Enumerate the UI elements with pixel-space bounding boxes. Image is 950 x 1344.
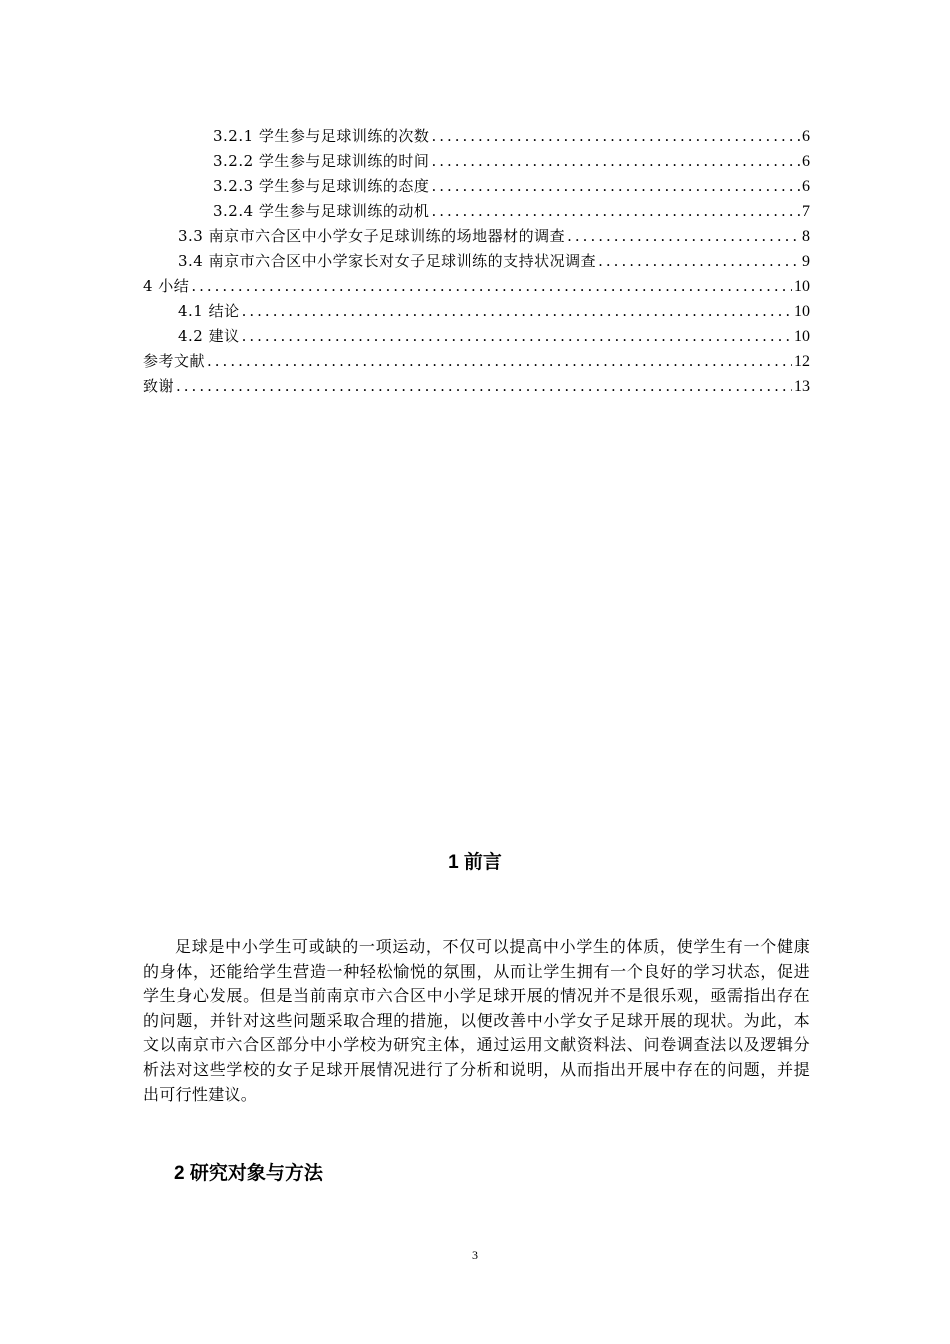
toc-entry — [143, 274, 810, 299]
toc-entry-title: 4.2 建议 — [178, 327, 240, 345]
toc-entry — [143, 174, 810, 199]
introduction-paragraph: 足球是中小学生可或缺的一项运动，不仅可以提高中小学生的体质，使学生有一个健康的身体，还能给学生营造一种轻松愉悦的氛围，从而让学生拥有一个良好的学习状态，促进学生身心发展。但是当前南京市六合区中小学足球开展的情况并不是很乐观，亟需指出存在的问题，并针对这些问题采取合理的措施，以便改善中小学女子足球开展的现状。为此，本文以南京市六合区部分中小学校为研究主体，通过运用文献资料法、问卷调查法以及逻辑分析法对这些学校的女子足球开展情况进行了分析和说明，从而指出开展中存在的问题，并提出可行性建议。 — [143, 937, 810, 1104]
table-of-contents — [143, 124, 810, 399]
toc-dot-leader — [431, 199, 800, 224]
toc-dot-leader — [176, 374, 792, 399]
toc-entry-title: 3.2.1 学生参与足球训练的次数 — [213, 127, 430, 145]
toc-entry — [143, 299, 810, 324]
toc-entry-title: 4 小结 — [143, 277, 190, 295]
toc-entry-title: 3.2.3 学生参与足球训练的态度 — [213, 177, 430, 195]
toc-entry — [143, 224, 810, 249]
toc-dot-leader — [431, 174, 800, 199]
toc-dot-leader — [242, 299, 792, 324]
toc-entry-page: 12 — [794, 353, 810, 370]
toc-entry — [143, 124, 810, 149]
toc-entry-page: 10 — [794, 328, 810, 345]
page-number: 3 — [472, 1248, 478, 1262]
toc-entry — [143, 149, 810, 174]
toc-entry — [143, 349, 810, 374]
toc-dot-leader — [242, 324, 792, 349]
toc-dot-leader — [191, 274, 792, 299]
toc-entry-page: 9 — [802, 253, 810, 270]
toc-entry — [143, 199, 810, 224]
toc-entry — [143, 374, 810, 399]
toc-entry-title: 参考文献 — [143, 352, 206, 370]
toc-dot-leader — [598, 249, 800, 274]
toc-entry — [143, 324, 810, 349]
toc-entry-page: 6 — [802, 153, 810, 170]
toc-entry — [143, 249, 810, 274]
toc-dot-leader — [431, 124, 800, 149]
toc-entry-page: 6 — [802, 128, 810, 145]
toc-dot-leader — [207, 349, 792, 374]
toc-entry-page: 6 — [802, 178, 810, 195]
toc-entry-title: 3.4 南京市六合区中小学家长对女子足球训练的支持状况调查 — [178, 252, 597, 270]
toc-dot-leader — [567, 224, 800, 249]
toc-entry-title: 3.3 南京市六合区中小学女子足球训练的场地器材的调查 — [178, 227, 566, 245]
toc-entry-title: 致谢 — [143, 377, 175, 395]
section-heading-introduction: 1 前言 — [448, 852, 502, 873]
toc-dot-leader — [431, 149, 800, 174]
toc-entry-title: 3.2.4 学生参与足球训练的动机 — [213, 202, 430, 220]
toc-entry-page: 7 — [802, 203, 810, 220]
section-heading-research-methods: 2 研究对象与方法 — [174, 1163, 323, 1184]
toc-entry-title: 4.1 结论 — [178, 302, 240, 320]
toc-entry-page: 10 — [794, 303, 810, 320]
toc-entry-page: 8 — [802, 228, 810, 245]
toc-entry-page: 10 — [794, 278, 810, 295]
toc-entry-title: 3.2.2 学生参与足球训练的时间 — [213, 152, 430, 170]
toc-entry-page: 13 — [794, 378, 810, 395]
